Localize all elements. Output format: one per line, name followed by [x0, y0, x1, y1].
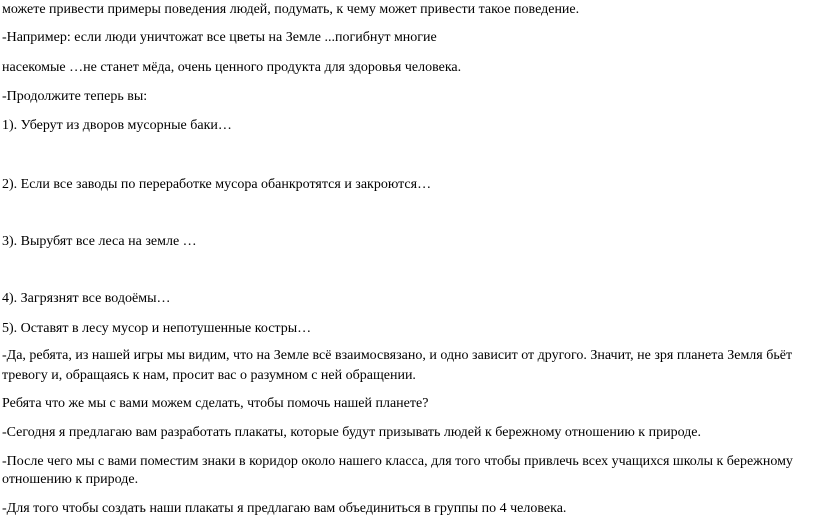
text-line: -Да, ребята, из нашей игры мы видим, что на Земле всё взаимосвязано, и одно зависит от другого. Значит, не зря планета Земля бьёт	[2, 348, 793, 363]
text-line: -Например: если люди уничтожат все цветы на Земле ...погибнут многие	[2, 30, 437, 45]
text-line: -После чего мы с вами поместим знаки в коридор около нашего класса, для того чтобы привлечь всех учащихся школы к бережному	[2, 454, 793, 469]
text-line: насекомые …не станет мёда, очень ценного продукта для здоровья человека.	[2, 60, 462, 75]
text-line: 1). Уберут из дворов мусорные баки…	[2, 118, 232, 133]
text-line: 5). Оставят в лесу мусор и непотушенные костры…	[2, 321, 312, 336]
text-line: -Для того чтобы создать наши плакаты я предлагаю вам объединиться в группы по 4 человека.	[2, 501, 567, 516]
text-line: 3). Вырубят все леса на земле …	[2, 234, 197, 249]
text-line: -Продолжите теперь вы:	[2, 89, 148, 104]
text-line: можете привести примеры поведения людей, подумать, к чему может привести такое поведение.	[2, 2, 580, 17]
text-line: 4). Загрязнят все водоёмы…	[2, 291, 171, 306]
text-line: отношению к природе.	[2, 472, 139, 487]
text-line: 2). Если все заводы по переработке мусора обанкротятся и закроются…	[2, 177, 432, 192]
text-line: -Сегодня я предлагаю вам разработать плакаты, которые будут призывать людей к бережному отношению к природе.	[2, 425, 702, 440]
text-line: Ребята что же мы с вами можем сделать, чтобы помочь нашей планете?	[2, 396, 429, 411]
text-line: тревогу и, обращаясь к нам, просит вас о разумном с ней обращении.	[2, 368, 416, 383]
